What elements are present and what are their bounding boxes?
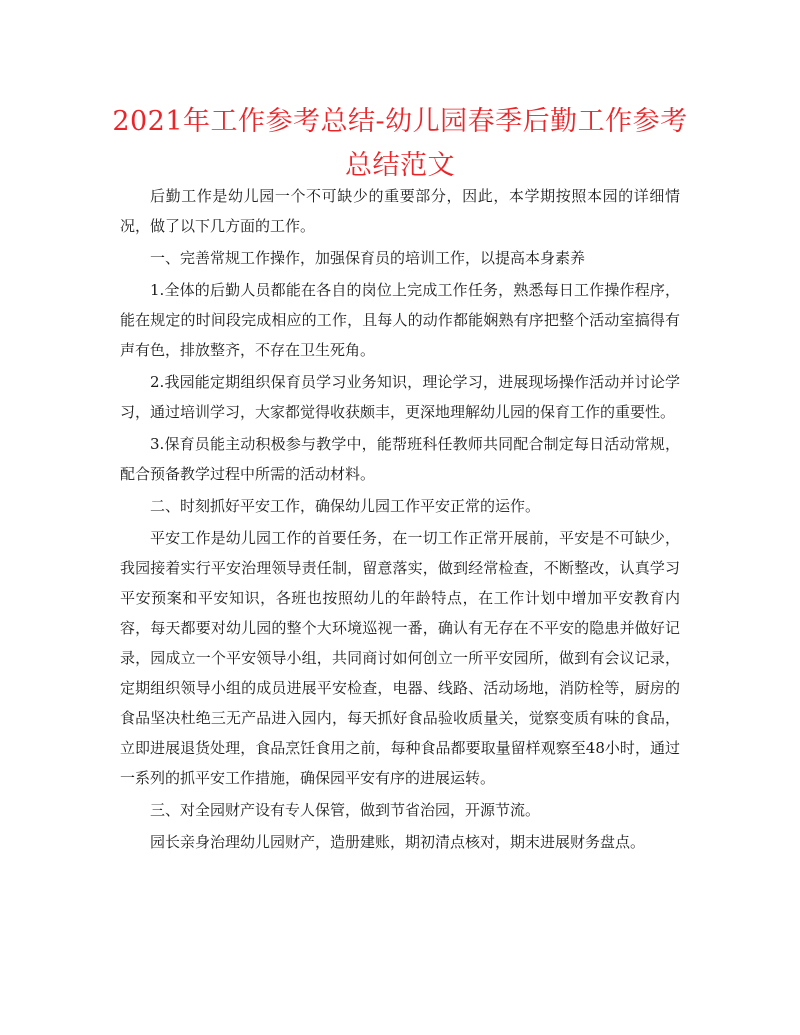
paragraph-assets: 园长亲身治理幼儿园财产，造册建账，期初清点核对，期末进展财务盘点。 bbox=[150, 833, 646, 851]
paragraph-item-2: 2.我园能定期组织保育员学习业务知识，理论学习，进展现场操作活动并讨论学习，通过培训学习，大家都觉得收获颇丰，更深地理解幼儿园的保育工作的重要性。 bbox=[120, 373, 680, 421]
document-title: 2021年工作参考总结-幼儿园春季后勤工作参考总结范文 bbox=[112, 106, 688, 181]
paragraph-item-1: 1.全体的后勤人员都能在各自的岗位上完成工作任务，熟悉每日工作操作程序，能在规定的时间段完成相应的工作，且每人的动作都能娴熟有序把整个活动室搞得有声有色，排放整齐，不存在卫生死角。 bbox=[120, 281, 680, 359]
paragraph-item-3: 3.保育员能主动积极参与教学中，能帮班科任教师共同配合制定每日活动常规，配合预备教学过程中所需的活动材料。 bbox=[120, 435, 680, 483]
paragraph-intro: 后勤工作是幼儿园一个不可缺少的重要部分，因此，本学期按照本园的详细情况，做了以下几方面的工作。 bbox=[120, 187, 680, 235]
paragraph-safety: 平安工作是幼儿园工作的首要任务，在一切工作正常开展前，平安是不可缺少，我园接着实行平安治理领导责任制，留意落实，做到经常检查，不断整改，认真学习平安预案和平安知识，各班也按照幼儿的年龄特点，在工作计划中增加平安教育内容，每天都要对幼儿园的整个大环境巡视一番，确认有无存在不平安的隐患并做好记录，园成立一个平安领导小组，共同商讨如何创立一所平安园所，做到有会议记录，定期组织领导小组的成员进展平安检查，电器、线路、活动场地，消防栓等，厨房的食品坚决杜绝三无产品进入园内，每天抓好食品验收质量关，觉察变质有味的食品，立即进展退货处理，食品烹饪食用之前，每种食品都要取量留样观察至48小时，通过一系列的抓平安工作措施，确保园平安有序的进展运转。 bbox=[120, 529, 680, 787]
section-heading-1: 一、完善常规工作操作，加强保育员的培训工作，以提高本身素养 bbox=[150, 249, 586, 267]
document-body bbox=[120, 181, 680, 859]
section-heading-3: 三、对全园财产设有专人保管，做到节省治园，开源节流。 bbox=[150, 801, 541, 819]
section-heading-2: 二、时刻抓好平安工作，确保幼儿园工作平安正常的运作。 bbox=[150, 497, 541, 515]
